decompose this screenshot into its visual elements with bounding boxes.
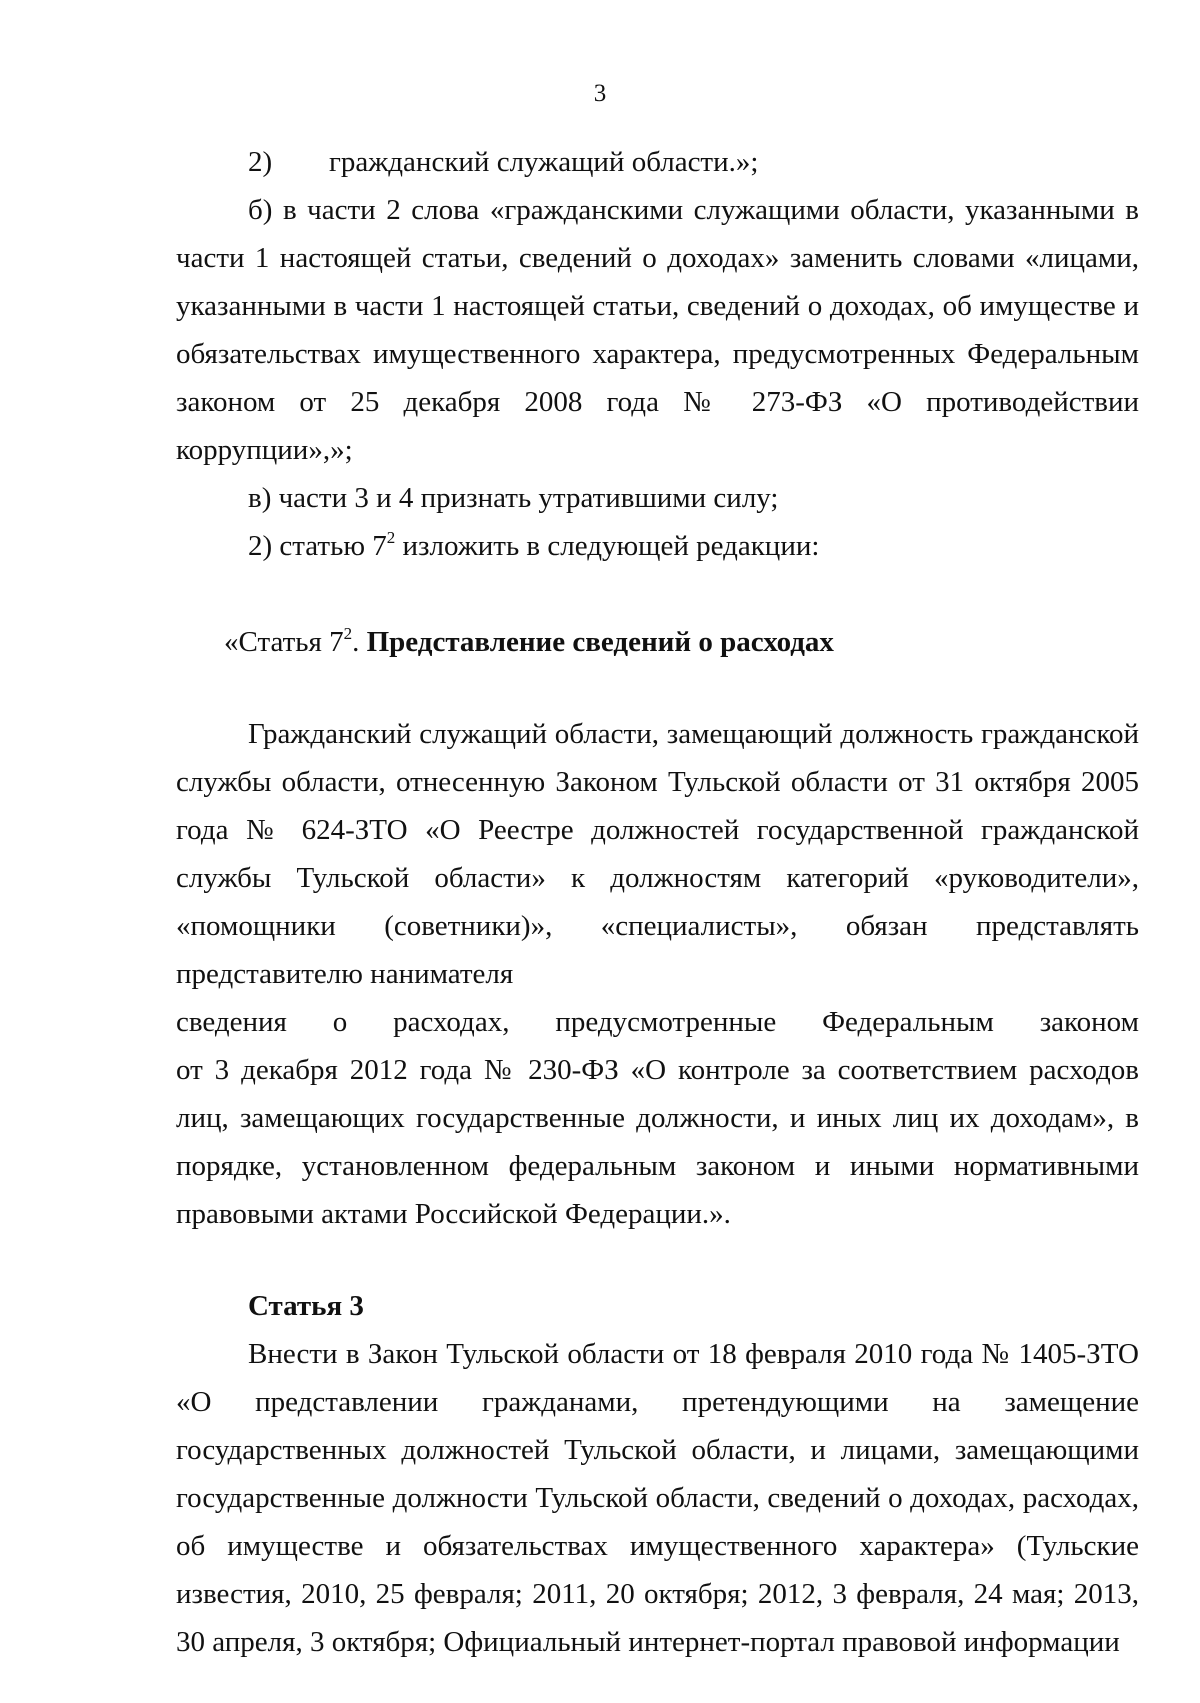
article72-body-part1: Гражданский служащий области, замещающий должность гражданской службы области, отнесенную Законом Тульской области от 31 октября 2005 года № 624-ЗТО «О Реестре должностей государственной гражданской службы Тульской области» к должностям категорий «руководители», «помощники (советники)», «специалисты», обязан представлять представителю нанимателя [176, 718, 1139, 990]
article72-heading-dot: . [352, 626, 367, 658]
list-item-text: гражданский служащий области.»; [329, 146, 759, 178]
article72-intro-superscript: 2 [386, 528, 396, 547]
article72-body-part2: от 3 декабря 2012 года № 230-ФЗ «О контроле за соответствием расходов лиц, замещающих государственные должности, и иных лиц их доходам», в порядке, установленном федеральным законом и иными нормативными правовыми актами Российской Федерации.». [176, 1054, 1139, 1230]
list-item-number: 2) [248, 146, 273, 178]
list-item-2 [176, 138, 1139, 186]
article3-body: Внести в Закон Тульской области от 18 февраля 2010 года № 1405-ЗТО «О представлении гражданами, претендующими на замещение государственных должностей Тульской области, и лицами, замещающими государственные должности Тульской области, сведений о доходах, расходах, об имуществе и обязательствах имущественного характера» (Тульские известия, 2010, 25 февраля; 2011, 20 октября; 2012, 3 февраля, 24 мая; 2013, 30 апреля, 3 октября; Официальный интернет-портал правовой информации [176, 1338, 1139, 1658]
spread-word: о [332, 1006, 348, 1038]
paragraph-v-parts34: в) части 3 и 4 признать утратившими силу; [248, 482, 779, 514]
article72-heading-prefix: «Статья 7 [224, 626, 344, 658]
article3-title: Статья 3 [248, 1290, 364, 1322]
article72-heading-superscript: 2 [343, 624, 353, 643]
document-body [176, 138, 1139, 1666]
page-number: 3 [593, 80, 607, 107]
spread-word: расходах, [393, 1006, 510, 1038]
paragraph-article72-intro [176, 522, 1139, 570]
article72-spread-line [176, 998, 1139, 1046]
spread-word: законом [1039, 1006, 1139, 1038]
spread-word: сведения [176, 1006, 287, 1038]
spread-word: Федеральным [822, 1006, 994, 1038]
paragraph-b-part2: б) в части 2 слова «гражданскими служащими области, указанными в части 1 настоящей статьи, сведений о доходах» заменить словами «лицами, указанными в части 1 настоящей статьи, сведений о доходах, об имуществе и обязательствах имущественного характера, предусмотренных Федеральным законом от 25 декабря 2008 года № 273-ФЗ «О противодействии коррупции»,»; [176, 194, 1139, 466]
spread-word: предусмотренные [555, 1006, 777, 1038]
article72-intro-pre: 2) статью 7 [248, 530, 387, 562]
article72-heading-title: Представление сведений о расходах [366, 626, 834, 658]
article72-intro-post: изложить в следующей редакции: [395, 530, 820, 562]
article72-heading [176, 618, 1139, 666]
